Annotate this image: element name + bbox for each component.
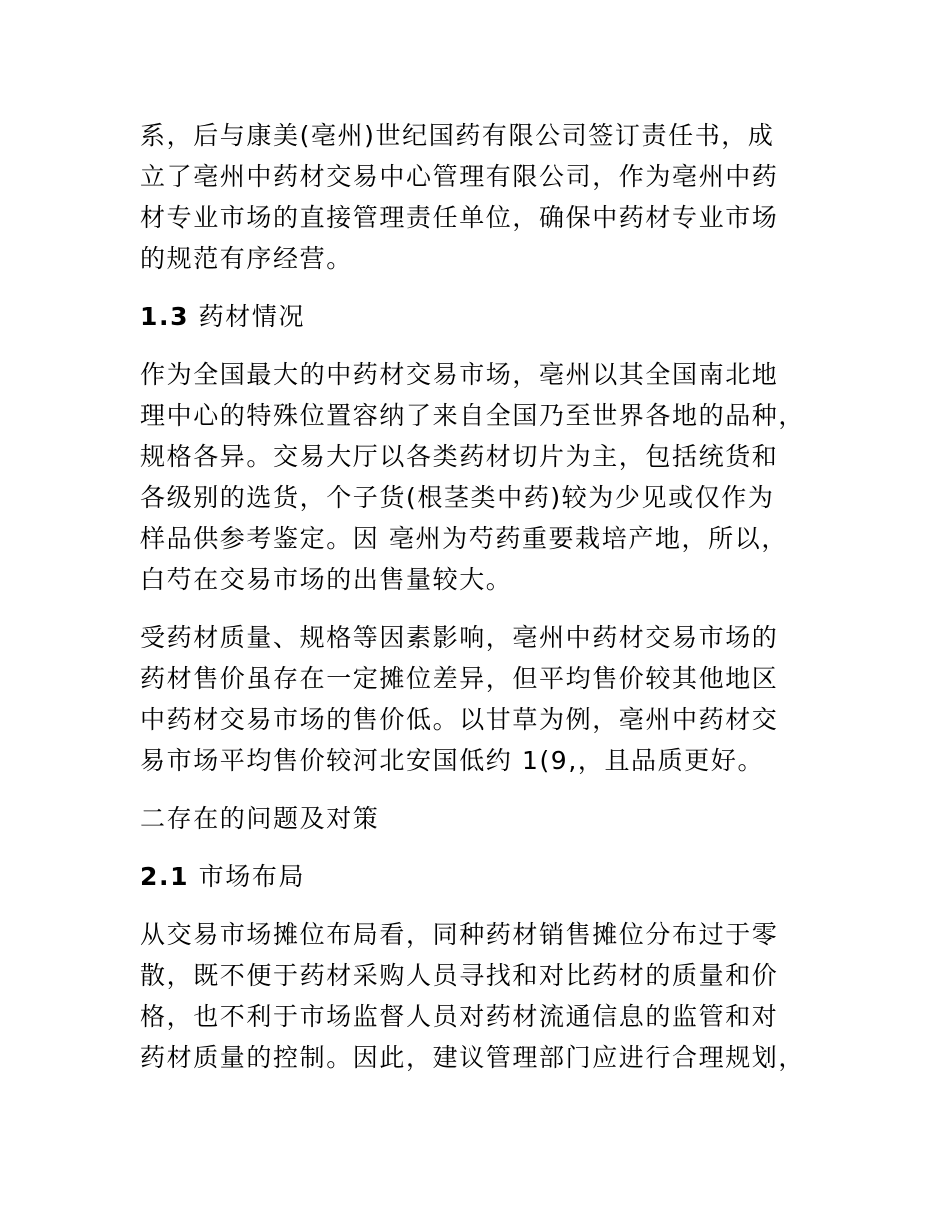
section-number: 2.1 xyxy=(140,862,190,891)
text-line: 各级别的选货，个子货(根茎类中药)较为少见或仅作为 xyxy=(140,483,775,512)
text-line: 规格各异。交易大厅以各类药材切片为主，包括统货和 xyxy=(140,442,779,471)
section-heading-2-1 xyxy=(140,856,820,897)
text-line: 药材售价虽存在一定摊位差异，但平均售价较其他地区 xyxy=(140,664,779,693)
section-number: 1.3 xyxy=(140,302,190,331)
text-line: 中药材交易市场的售价低。以甘草为例，亳州中药材交 xyxy=(140,705,779,734)
paragraph-herb-prices xyxy=(140,617,820,781)
text-line: 理中心的特殊位置容纳了来自全国乃至世界各地的品种， xyxy=(140,401,806,430)
text-line: 立了亳州中药材交易中心管理有限公司，作为亳州中药 xyxy=(140,162,779,191)
section-title: 药材情况 xyxy=(198,302,306,331)
section-title: 市场布局 xyxy=(198,862,306,891)
section-heading-2: 二存在的问题及对策 xyxy=(140,804,380,833)
text-line: 散，既不便于药材采购人员寻找和对比药材的质量和价 xyxy=(140,961,779,990)
text-line: 易市场平均售价较河北安国低约 1(9,，且品质更好。 xyxy=(140,746,765,775)
paragraph-herb-situation xyxy=(140,354,820,600)
text-line: 样品供参考鉴定。因 亳州为芍药重要栽培产地，所以， xyxy=(140,524,788,553)
text-line: 受药材质量、规格等因素影响，亳州中药材交易市场的 xyxy=(140,623,779,652)
text-line: 的规范有序经营。 xyxy=(140,244,353,273)
text-line: 白芍在交易市场的出售量较大。 xyxy=(140,565,513,594)
text-line: 从交易市场摊位布局看，同种药材销售摊位分布过于零 xyxy=(140,920,779,949)
text-line: 作为全国最大的中药材交易市场，亳州以其全国南北地 xyxy=(140,360,779,389)
document-page xyxy=(140,115,820,1095)
text-line: 材专业市场的直接管理责任单位，确保中药材专业市场 xyxy=(140,203,779,232)
text-line: 格，也不利于市场监督人员对药材流通信息的监管和对 xyxy=(140,1002,779,1031)
text-line: 系，后与康美(亳州)世纪国药有限公司签订责任书，成 xyxy=(140,121,775,150)
paragraph-market-layout xyxy=(140,914,820,1078)
section-heading-1-3 xyxy=(140,296,820,337)
paragraph-market-management xyxy=(140,115,820,279)
text-line: 药材质量的控制。因此，建议管理部门应进行合理规划， xyxy=(140,1043,806,1072)
